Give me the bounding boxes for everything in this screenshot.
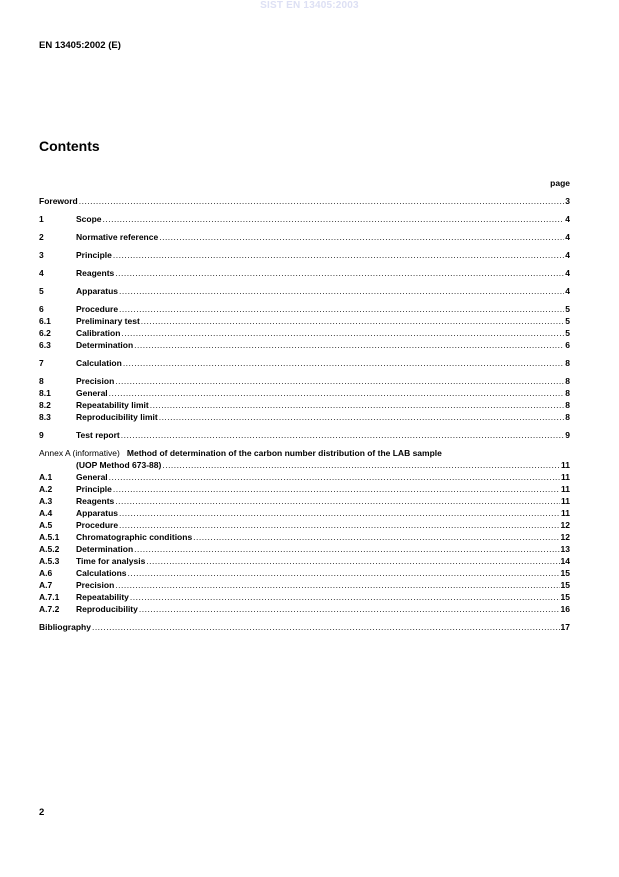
annex-lead: Annex A (informative) xyxy=(39,448,120,458)
toc-entry[interactable] xyxy=(39,303,570,315)
toc-entry[interactable] xyxy=(39,213,570,225)
toc-entry[interactable] xyxy=(39,429,570,441)
toc-title: Chromatographic conditions xyxy=(76,532,193,542)
toc-title: Reproducibility limit xyxy=(76,412,158,422)
toc-page: 14 xyxy=(560,556,570,566)
toc-page: 4 xyxy=(565,232,570,242)
toc-page: 3 xyxy=(565,196,570,206)
toc-number: 8.2 xyxy=(39,400,51,410)
annex-title-line2: (UOP Method 673-88) xyxy=(76,460,162,470)
toc-page: 11 xyxy=(561,484,570,494)
toc-number: A.6 xyxy=(39,568,53,578)
toc-page: 11 xyxy=(561,508,570,518)
leader-dots xyxy=(113,249,564,261)
toc-number: A.2 xyxy=(39,484,53,494)
toc-entry[interactable] xyxy=(39,327,570,339)
toc-page: 15 xyxy=(560,568,570,578)
leader-dots xyxy=(193,531,559,543)
toc-number: 8.1 xyxy=(39,388,51,398)
toc-title: Calibration xyxy=(76,328,121,338)
leader-dots xyxy=(130,591,560,603)
leader-dots xyxy=(139,603,560,615)
toc-title: Calculations xyxy=(76,568,127,578)
toc-number: 5 xyxy=(39,286,44,296)
toc-title: Determination xyxy=(76,544,134,554)
toc-entry[interactable] xyxy=(39,357,570,369)
leader-dots xyxy=(113,483,560,495)
toc-entry[interactable] xyxy=(39,579,570,591)
toc-entry[interactable] xyxy=(39,339,570,351)
toc-title: Precision xyxy=(76,376,115,386)
leader-dots xyxy=(128,567,560,579)
toc-number: 8.3 xyxy=(39,412,51,422)
toc-number: 6 xyxy=(39,304,44,314)
toc-page: 12 xyxy=(560,520,570,530)
toc-page: 5 xyxy=(565,316,570,326)
toc-number: A.7.2 xyxy=(39,604,60,614)
toc-page: 11 xyxy=(561,496,570,506)
toc-entry[interactable] xyxy=(39,507,570,519)
toc-title: Principle xyxy=(76,250,112,260)
toc-page: 17 xyxy=(560,622,570,632)
toc-page: 6 xyxy=(565,340,570,350)
toc-title: Foreword xyxy=(39,196,78,206)
toc-title: Reagents xyxy=(76,496,115,506)
toc-entry[interactable] xyxy=(39,603,570,615)
leader-dots xyxy=(115,375,564,387)
toc-page: 16 xyxy=(560,604,570,614)
leader-dots xyxy=(119,285,564,297)
leader-dots xyxy=(159,231,564,243)
toc-title: General xyxy=(76,472,108,482)
toc-number: A.4 xyxy=(39,508,53,518)
toc-title: Apparatus xyxy=(76,508,119,518)
leader-dots xyxy=(109,387,565,399)
toc-title: Scope xyxy=(76,214,102,224)
toc-page: 8 xyxy=(565,412,570,422)
toc-title: Procedure xyxy=(76,304,119,314)
toc-page: 11 xyxy=(561,472,570,482)
leader-dots xyxy=(150,399,565,411)
toc-number: A.5.1 xyxy=(39,532,60,542)
toc-number: A.7.1 xyxy=(39,592,60,602)
leader-dots xyxy=(92,621,560,633)
toc-page: 8 xyxy=(565,376,570,386)
toc-page: 4 xyxy=(565,286,570,296)
toc-entry[interactable] xyxy=(39,285,570,297)
toc-page: 8 xyxy=(565,358,570,368)
leader-dots xyxy=(115,267,564,279)
leader-dots xyxy=(141,315,564,327)
toc-page: 11 xyxy=(561,460,570,470)
leader-dots xyxy=(134,543,559,555)
toc-number: A.7 xyxy=(39,580,53,590)
toc-title: Apparatus xyxy=(76,286,119,296)
leader-dots xyxy=(119,303,564,315)
leader-dots xyxy=(121,429,564,441)
page-column-label: page xyxy=(550,178,570,188)
toc-title: Principle xyxy=(76,484,112,494)
page-number: 2 xyxy=(39,807,45,818)
toc-entry[interactable] xyxy=(39,483,570,495)
toc-title: Time for analysis xyxy=(76,556,146,566)
toc-title: Precision xyxy=(76,580,115,590)
toc-number: 1 xyxy=(39,214,44,224)
toc-entry[interactable] xyxy=(39,555,570,567)
toc-title: Bibliography xyxy=(39,622,91,632)
toc-page: 8 xyxy=(565,400,570,410)
leader-dots xyxy=(119,507,560,519)
toc-entry[interactable] xyxy=(39,375,570,387)
toc-number: A.5.2 xyxy=(39,544,60,554)
leader-dots xyxy=(134,339,564,351)
toc-number: A.1 xyxy=(39,472,53,482)
toc-number: 9 xyxy=(39,430,44,440)
toc-title: Repeatability limit xyxy=(76,400,149,410)
toc-entry[interactable] xyxy=(39,495,570,507)
toc-title: Procedure xyxy=(76,520,119,530)
toc-entry-foreword[interactable] xyxy=(39,195,570,207)
toc-number: 6.2 xyxy=(39,328,51,338)
toc-entry[interactable] xyxy=(39,519,570,531)
toc-entry[interactable] xyxy=(39,249,570,261)
toc-number: A.5.3 xyxy=(39,556,60,566)
leader-dots xyxy=(109,471,560,483)
toc-page: 15 xyxy=(560,592,570,602)
toc-page: 12 xyxy=(560,532,570,542)
leader-dots xyxy=(159,411,565,423)
table-of-contents xyxy=(39,195,570,633)
toc-title: Normative reference xyxy=(76,232,159,242)
toc-page: 15 xyxy=(560,580,570,590)
leader-dots xyxy=(119,519,559,531)
toc-entry[interactable] xyxy=(39,231,570,243)
leader-dots xyxy=(79,195,565,207)
leader-dots xyxy=(121,327,564,339)
toc-number: 7 xyxy=(39,358,44,368)
toc-title: Repeatability xyxy=(76,592,129,602)
watermark: SIST EN 13405:2003 xyxy=(260,0,359,11)
toc-entry[interactable] xyxy=(39,267,570,279)
toc-number: 3 xyxy=(39,250,44,260)
toc-title: Calculation xyxy=(76,358,122,368)
toc-number: 6.1 xyxy=(39,316,51,326)
toc-title: Reagents xyxy=(76,268,115,278)
toc-number: 8 xyxy=(39,376,44,386)
toc-number: 2 xyxy=(39,232,44,242)
leader-dots xyxy=(162,459,560,471)
toc-number: A.5 xyxy=(39,520,53,530)
annex-heading[interactable] xyxy=(39,447,570,459)
toc-entry[interactable] xyxy=(39,543,570,555)
leader-dots xyxy=(115,495,560,507)
contents-heading: Contents xyxy=(39,138,100,154)
annex-title-line1: Method of determination of the carbon number distribution of the LAB sample xyxy=(126,448,442,458)
toc-entry[interactable] xyxy=(39,387,570,399)
leader-dots xyxy=(115,579,559,591)
toc-page: 13 xyxy=(560,544,570,554)
toc-page: 5 xyxy=(565,304,570,314)
toc-entry[interactable] xyxy=(39,399,570,411)
leader-dots xyxy=(123,357,564,369)
toc-entry[interactable] xyxy=(39,591,570,603)
toc-number: 6.3 xyxy=(39,340,51,350)
toc-entry-annex-title[interactable] xyxy=(39,459,570,471)
toc-page: 9 xyxy=(565,430,570,440)
toc-title: General xyxy=(76,388,108,398)
toc-entry[interactable] xyxy=(39,567,570,579)
toc-entry[interactable] xyxy=(39,471,570,483)
toc-title: Test report xyxy=(76,430,120,440)
toc-entry[interactable] xyxy=(39,411,570,423)
toc-entry-bibliography[interactable] xyxy=(39,621,570,633)
toc-number: A.3 xyxy=(39,496,53,506)
toc-page: 4 xyxy=(565,268,570,278)
toc-number: 4 xyxy=(39,268,44,278)
toc-title: Preliminary test xyxy=(76,316,140,326)
toc-page: 8 xyxy=(565,388,570,398)
toc-entry[interactable] xyxy=(39,315,570,327)
standard-id: EN 13405:2002 (E) xyxy=(39,40,121,51)
toc-title: Reproducibility xyxy=(76,604,138,614)
toc-page: 4 xyxy=(565,214,570,224)
toc-page: 5 xyxy=(565,328,570,338)
toc-entry[interactable] xyxy=(39,531,570,543)
toc-title: Determination xyxy=(76,340,134,350)
leader-dots xyxy=(103,213,565,225)
leader-dots xyxy=(146,555,559,567)
toc-page: 4 xyxy=(565,250,570,260)
